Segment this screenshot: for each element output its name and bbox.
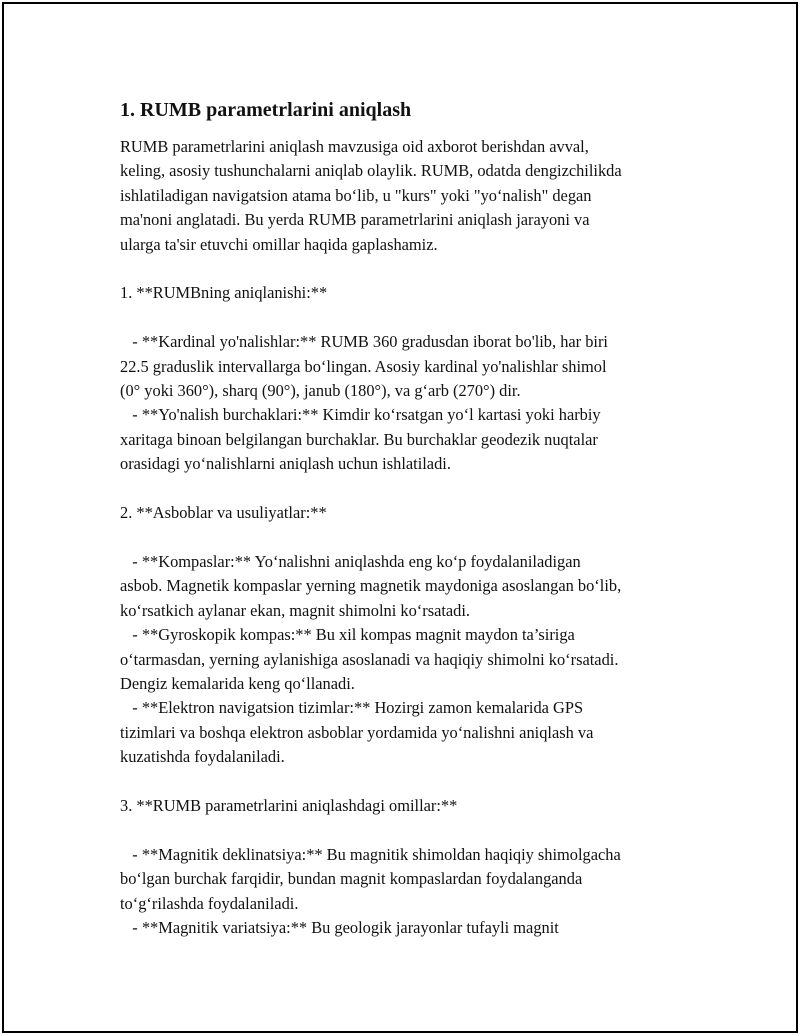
document-content <box>120 97 700 940</box>
document-title: 1. RUMB parametrlarini aniqlash <box>120 99 412 121</box>
document-page <box>2 2 798 1033</box>
document-body: RUMB parametrlarini aniqlash mavzusiga oid axborot berishdan avval, keling, asosiy tushunchalarni aniqlab olaylik. RUMB, odatda dengizchilikda ishlatiladigan navigatsion atama bo‘lib, u "kurs" yoki "yo‘nalish" degan ma'noni anglatadi. Bu yerda RUMB parametrlarini aniqlash jarayoni va ularga ta'sir etuvchi omillar haqida gaplashamiz. 1. **RUMBning aniqlanishi:** - **Kardinal yo'nalishlar:** RUMB 360 gradusdan iborat bo'lib, har biri 22.5 graduslik intervallarga bo‘lingan. Asosiy kardinal yo'nalishlar shimol (0° yoki 360°), sharq (90°), janub (180°), va g‘arb (270°) dir. - **Yo'nalish burchaklari:** Kimdir ko‘rsatgan yo‘l kartasi yoki harbiy xaritaga binoan belgilangan burchaklar. Bu burchaklar geodezik nuqtalar orasidagi yo‘nalishlarni aniqlash uchun ishlatiladi. 2. **Asboblar va usuliyatlar:** - **Kompaslar:** Yo‘nalishni aniqlashda eng ko‘p foydalaniladigan asbob. Magnetik kompaslar yerning magnetik maydoniga asoslangan bo‘lib, ko‘rsatkich aylanar ekan, magnit shimolni ko‘rsatadi. - **Gyroskopik kompas:** Bu xil kompas magnit maydon ta’siriga o‘tarmasdan, yerning aylanishiga asoslanadi va haqiqiy shimolni ko‘rsatadi. Dengiz kemalarida keng qo‘llanadi. - **Elektron navigatsion tizimlar:** Hozirgi zamon kemalarida GPS tizimlari va boshqa elektron asboblar yordamida yo‘nalishni aniqlash va kuzatishda foydalaniladi. 3. **RUMB parametrlarini aniqlashdagi omillar:** - **Magnitik deklinatsiya:** Bu magnitik shimoldan haqiqiy shimolgacha bo‘lgan burchak farqidir, bundan magnit kompaslardan foydalanganda to‘g‘rilashda foydalaniladi. - **Magnitik variatsiya:** Bu geologik jarayonlar tufayli magnit <box>120 137 622 937</box>
